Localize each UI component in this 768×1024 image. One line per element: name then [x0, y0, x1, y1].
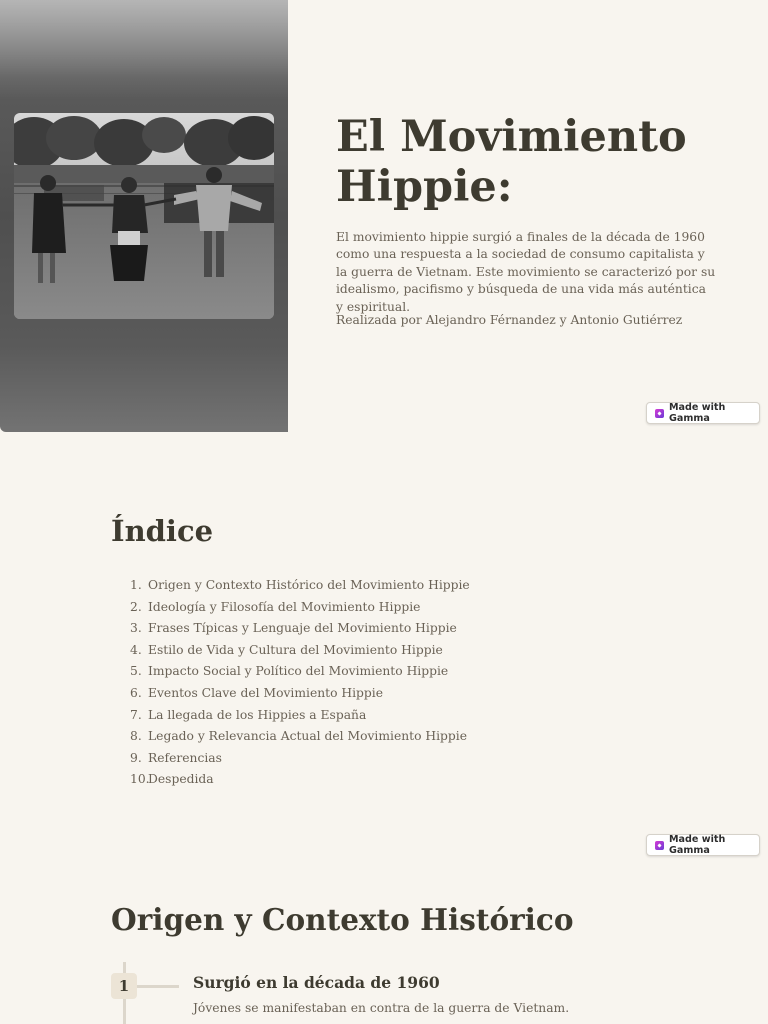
index-item-label: Estilo de Vida y Cultura del Movimiento Hippie: [148, 642, 443, 657]
index-title: Índice: [111, 514, 214, 548]
cover-authors: Realizada por Alejandro Férnandez y Antonio Gutiérrez: [336, 313, 683, 327]
index-item-label: Legado y Relevancia Actual del Movimiento Hippie: [148, 729, 468, 744]
index-item: [111, 640, 531, 662]
index-item: [111, 726, 531, 748]
step-text: Jóvenes se manifestaban en contra de la guerra de Vietnam.: [193, 1001, 570, 1015]
index-number-text: 9.: [130, 750, 142, 765]
index-number-text: 1.: [130, 578, 142, 592]
index-item-number: [111, 748, 148, 770]
index-number-text: 6.: [130, 685, 142, 700]
index-item-number: [111, 575, 148, 597]
made-with-gamma-button[interactable]: [646, 402, 760, 424]
index-item-label: Eventos Clave del Movimiento Hippie: [148, 685, 384, 700]
cover-title: El Movimiento Hippie:: [336, 112, 687, 212]
index-item-number: [111, 769, 148, 791]
origin-title: Origen y Contexto Histórico: [111, 902, 574, 937]
step-heading: Surgió en la década de 1960: [193, 973, 440, 992]
index-item-number: [111, 640, 148, 662]
index-item-number: [111, 726, 148, 748]
index-item-number: [111, 618, 148, 640]
index-number-text: 4.: [130, 642, 142, 657]
index-item-number: [111, 661, 148, 683]
index-number-text: 3.: [130, 621, 142, 636]
index-list: [111, 575, 531, 791]
index-item-label: La llegada de los Hippies a España: [148, 707, 367, 722]
index-item-label: Frases Típicas y Lenguaje del Movimiento Hippie: [148, 621, 457, 636]
index-number-text: 8.: [130, 729, 142, 744]
made-with-gamma-label: Made with Gamma: [669, 402, 726, 424]
index-item: [111, 618, 531, 640]
index-item: [111, 769, 531, 791]
timeline-connector: [137, 985, 179, 988]
index-item-number: [111, 683, 148, 705]
index-item: [111, 597, 531, 619]
index-item-label: Impacto Social y Político del Movimiento Hippie: [148, 664, 449, 679]
cover-description: El movimiento hippie surgió a finales de la década de 1960 como una respuesta a la sociedad de consumo capitalista y la guerra de Vietnam. Este movimiento se caracterizó por su idealismo, pacifismo y búsqueda de una vida más auténtica y espiritual.: [336, 230, 716, 314]
hippies-photo-illustration: [14, 113, 274, 319]
index-item: [111, 705, 531, 727]
index-item-label: Referencias: [148, 750, 222, 765]
index-item-label: Origen y Contexto Histórico del Movimiento Hippie: [148, 578, 470, 592]
cover-image-panel: [0, 0, 288, 432]
index-number-text: 2.: [130, 599, 142, 614]
index-item-label: Despedida: [148, 772, 214, 787]
made-with-gamma-label: Made with Gamma: [669, 834, 726, 856]
gamma-logo-icon: [655, 841, 664, 850]
index-number-text: 5.: [130, 664, 142, 679]
index-item-label: Ideología y Filosofía del Movimiento Hippie: [148, 599, 421, 614]
index-item: [111, 575, 531, 597]
index-item: [111, 748, 531, 770]
gamma-logo-icon: [655, 409, 664, 418]
hippies-photo: [14, 113, 274, 319]
index-item-number: [111, 597, 148, 619]
index-item: [111, 661, 531, 683]
step-number-badge: 1: [111, 973, 137, 999]
index-number-text: 7.: [130, 707, 142, 722]
index-number-text: 10.: [130, 772, 150, 787]
made-with-gamma-button[interactable]: [646, 834, 760, 856]
index-item: [111, 683, 531, 705]
index-item-number: [111, 705, 148, 727]
